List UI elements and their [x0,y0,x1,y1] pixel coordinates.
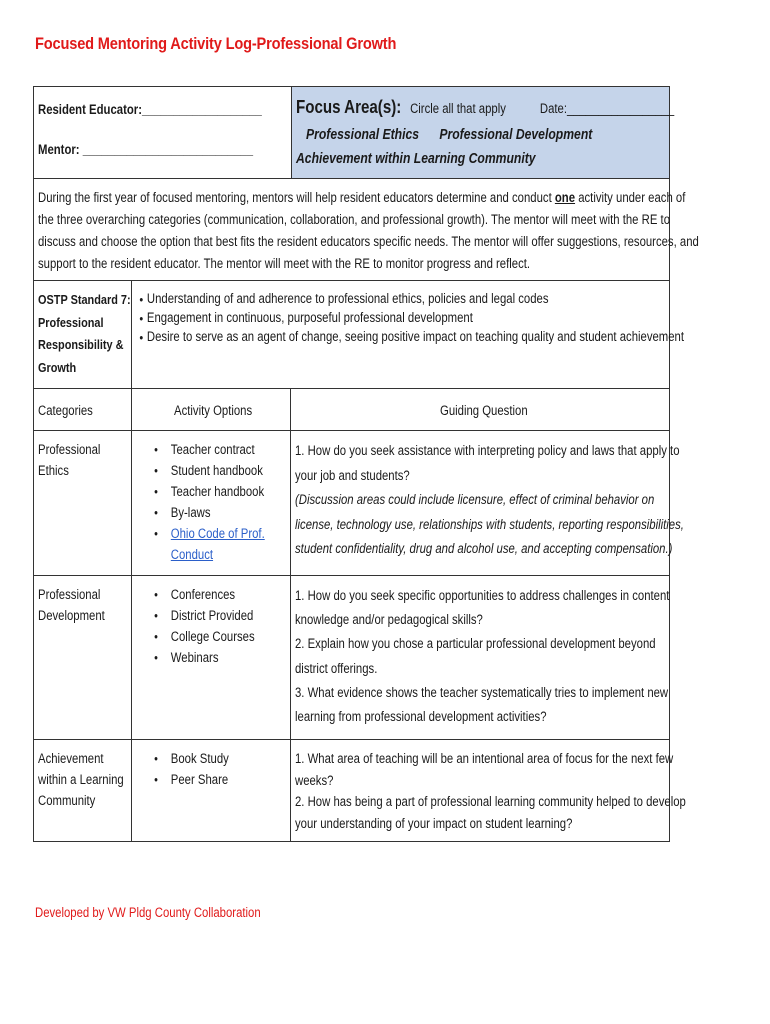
option-item: ● By-laws [154,502,265,523]
question-line: district offerings. [295,660,378,676]
ohio-code-link[interactable]: Ohio Code of Prof. [170,526,265,541]
option-item: ● Teacher contract [154,439,265,460]
intro-line4: support to the resident educator. The mentor will meet with the RE to monitor progress and reflect. [38,256,531,271]
intro-paragraph [38,187,699,275]
question-cell [291,431,684,575]
educator-mentor-cell [34,87,292,178]
category-line: Development [38,608,105,623]
question-line: (Discussion areas could include licensure, effect of criminal behavior on [295,492,655,507]
option-item: ● District Provided [154,605,255,626]
standard-line: Responsibility & [38,337,124,352]
col-activity-options [132,389,291,430]
intro-line1: During the first year of focused mentoring, mentors will help resident educators determine and conduct [38,190,555,205]
header-row [34,87,675,179]
date-field[interactable]: Date:_________________ [539,101,675,116]
question-line: license, technology use, relationships with students, reporting responsibilities, [295,516,684,532]
category-line: Professional [38,587,101,602]
option-item: ● Teacher handbook [154,481,265,502]
question-line: 3. What evidence shows the teacher systematically tries to implement new [295,684,669,700]
footer-credit: Developed by VW Pldg County Collaboration [35,905,261,920]
options-cell [132,740,291,842]
intro-line3: discuss and choose the option that best fits the resident educators specific needs. The mentor will offer suggestions, resources, and [38,234,699,249]
option-item: ● Student handbook [154,460,265,481]
col-guiding-question [291,389,669,430]
table-row [34,740,686,842]
activity-log-table [33,86,699,842]
options-list [154,584,255,668]
category-line: Community [38,793,96,808]
option-item: ● Conferences [154,584,255,605]
question-line: your job and students? [295,467,410,483]
intro-one-emphasis: one [554,190,576,205]
question-line: knowledge and/or pedagogical skills? [295,612,483,628]
category-label [38,439,100,481]
header-categories: Categories [38,403,93,418]
standard-bullet: • Engagement in continuous, purposeful professional development [136,308,684,327]
question-line: your understanding of your impact on student learning? [295,815,573,831]
intro-row [34,179,699,281]
question-line: 2. How has being a part of professional learning community helped to develop [295,794,686,809]
header-activity-options: Activity Options [174,403,253,418]
focus-areas-label: Focus Area(s): [296,97,402,117]
category-line: Ethics [38,463,69,478]
category-line: Achievement [38,751,104,766]
standard-label-cell [34,281,132,388]
guiding-question [295,439,684,562]
resident-educator-field[interactable]: Resident Educator:___________________ [38,102,262,117]
option-item: ● Peer Share [154,769,229,790]
guiding-question [295,584,669,729]
column-header-row [34,389,669,431]
option-item: ● Webinars [154,647,255,668]
category-label [38,584,105,626]
options-cell [132,576,291,739]
focus-option-line2[interactable]: Achievement within Learning Community [296,151,536,167]
question-line: weeks? [295,772,334,788]
question-cell [291,740,686,842]
options-list [154,439,265,565]
ohio-code-link-item[interactable] [154,523,265,565]
standard-row [34,281,685,389]
header-guiding-question: Guiding Question [440,403,528,418]
question-line: 2. Explain how you chose a particular professional development beyond [295,636,656,652]
question-cell [291,576,669,739]
question-line: student confidentiality, drug and alcohol use, and accepting compensation.) [295,541,673,556]
standard-bullets-cell [132,281,685,388]
guiding-question [295,748,686,834]
question-line: learning from professional development activities? [295,709,547,725]
category-cell [34,740,132,842]
option-item: ● Book Study [154,748,229,769]
document-title: Focused Mentoring Activity Log-Professional Growth [35,34,397,53]
standard-bullet: • Desire to serve as an agent of change, seeing positive impact on teaching quality and student achievement [136,327,684,346]
question-line: 1. How do you seek specific opportunities to address challenges in content [295,588,670,603]
standard-line: Professional [38,314,104,330]
category-label [38,748,124,811]
category-cell [34,576,132,739]
circle-all-instruction: Circle all that apply [410,101,506,116]
standard-line: OSTP Standard 7: [38,292,131,307]
standard-bullet-list [136,289,684,346]
table-row [34,431,684,576]
ohio-code-link-cont[interactable]: Conduct [170,547,214,562]
standard-bullet: • Understanding of and adherence to professional ethics, policies and legal codes [136,289,684,308]
intro-line1-end: activity under each of [575,190,686,205]
question-line: 1. What area of teaching will be an intentional area of focus for the next few [295,751,674,766]
category-line: Professional [38,442,101,457]
question-line: 1. How do you seek assistance with interpreting policy and laws that apply to [295,443,680,458]
mentor-field[interactable]: Mentor: ___________________________ [38,142,254,157]
table-row [34,576,669,740]
focus-option-line1[interactable]: Professional Ethics Professional Development [306,127,593,143]
category-cell [34,431,132,575]
intro-line2: the three overarching categories (communication, collaboration, and professional growth). The mentor will meet with the RE to [38,212,670,227]
col-categories [34,389,132,430]
option-item: ● College Courses [154,626,255,647]
standard-line: Growth [38,359,77,375]
options-list [154,748,229,790]
options-cell [132,431,291,575]
focus-areas-cell [292,87,675,178]
standard-label [38,289,131,379]
category-line: within a Learning [38,772,124,787]
